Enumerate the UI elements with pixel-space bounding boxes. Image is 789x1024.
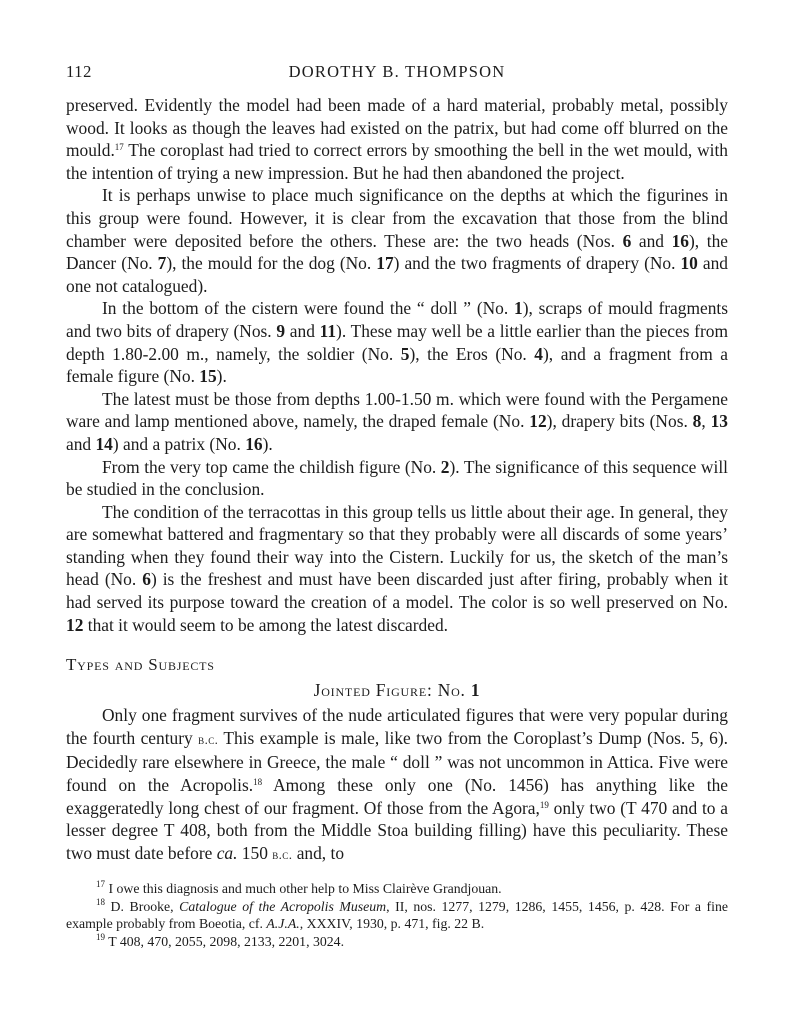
paragraph-2: It is perhaps unwise to place much significance on the depths at which the figurines in this group were found. However, it is clear from the excavation that those from the blind chamber were deposited before the others. These are: the two heads (Nos. 6 and 16), the Dancer (No. 7), the mould for the dog (No. 17) and the two fragments of drapery (No. 10 and one not catalogued). bbox=[66, 185, 729, 296]
body-text bbox=[66, 94, 728, 866]
paragraph-7: Only one fragment survives of the nude articulated figures that were very popular during the fourth century b.c. This example is male, like two from the Coroplast’s Dump (Nos. 5, 6). Decidedly rare elsewhere in Greece, the male “ doll ” was not uncommon in Attica. Five were found on the Acropolis.$^{18}$ Among these only one (No. 1456) has anything like the exaggeratedly long chest of our fragment. Of those from the Agora,$^{19}$ only two (T 470 and to a lesser degree T 408, both from the Middle Stoa building filling) have this peculiarity. These two must date before ca. 150 b.c. and, to bbox=[66, 705, 728, 863]
paragraph-6: The condition of the terracottas in this group tells us little about their age. In general, they are somewhat battered and fragmentary so that they probably were all discards of some years’ standing when they found their way into the Cistern. Luckily for us, the sketch of the man’s head (No. 6) is the freshest and must have been discarded just after firing, probably when it had served its purpose toward the creation of a model. The color is so well preserved on No. 12 that it would seem to be among the latest discarded. bbox=[66, 501, 729, 635]
footnote-18: $^{18}$ D. Brooke, Catalogue of the Acropolis Museum, II, nos. 1277, 1279, 1286, 1455, 1456, p. 428. For a fine example probably from Boeotia, cf. A.J.A., XXXIV, 1930, p. 471, fig. 22 B. bbox=[66, 896, 728, 932]
paragraph-5: From the very top came the childish figure (No. 2). The significance of this sequence will be studied in the conclusion. bbox=[66, 456, 728, 500]
running-title: DOROTHY B. THOMPSON bbox=[288, 62, 506, 81]
footnote-ref-19[interactable]: 19 bbox=[539, 799, 549, 810]
footnotes bbox=[66, 880, 728, 950]
running-head bbox=[66, 58, 728, 84]
footnote-ref-18[interactable]: 18 bbox=[253, 777, 263, 788]
footnote-17: $^{17}$ I owe this diagnosis and much other help to Miss Clairève Grandjouan. bbox=[96, 879, 502, 897]
paragraph-1: preserved. Evidently the model had been made of a hard material, probably metal, possibly wood. It looks as though the leaves had existed on the patrix, but had come off blurred on the mould.$^{17}$ The coroplast had tried to correct errors by smoothing the bell in the wet mould, with the intention of trying a new impression. But he had then abandoned the project. bbox=[66, 95, 728, 183]
paragraph-4: The latest must be those from depths 1.00-1.50 m. which were found with the Pergamene ware and lamp mentioned above, namely, the draped female (No. 12), drapery bits (Nos. 8, 13 and 14) and a patrix (No. 16). bbox=[66, 388, 728, 454]
footnote-ref-17[interactable]: 17 bbox=[114, 142, 124, 153]
page-number: 112 bbox=[66, 62, 92, 81]
sub-heading: Jointed Figure: No. 1 bbox=[313, 680, 481, 701]
footnote-19: $^{19}$ T 408, 470, 2055, 2098, 2133, 2201, 3024. bbox=[96, 931, 345, 949]
page bbox=[66, 58, 728, 950]
section-heading: Types and Subjects bbox=[66, 655, 215, 675]
paragraph-3: In the bottom of the cistern were found the “ doll ” (No. 1), scraps of mould fragments and two bits of drapery (Nos. 9 and 11). These may well be a little earlier than the pieces from depth 1.80-2.00 m., namely, the soldier (No. 5), the Eros (No. 4), and a fragment from a female figure (No. 15). bbox=[66, 298, 729, 387]
